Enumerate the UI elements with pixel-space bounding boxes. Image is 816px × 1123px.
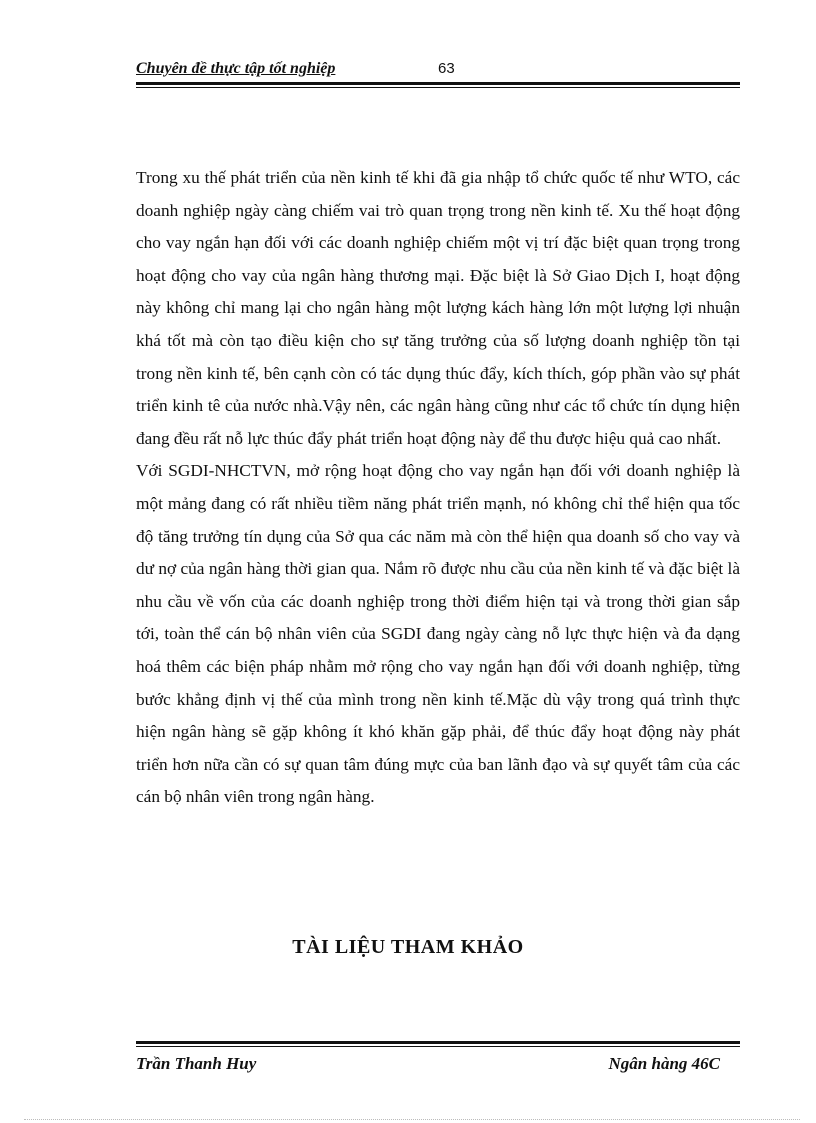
page-number: 63 [438, 60, 455, 77]
footer-rule [136, 1041, 740, 1047]
header-rule [136, 82, 740, 88]
paragraph: Với SGDI-NHCTVN, mở rộng hoạt động cho vay ngắn hạn đối với doanh nghiệp là một mảng đang có rất nhiều tiềm năng phát triển mạnh, nó không chỉ thể hiện qua tốc độ tăng trưởng tín dụng của Sở qua các năm mà còn thể hiện qua doanh số cho vay và dư nợ của ngân hàng thời gian qua. Nắm rõ được nhu cầu của nền kinh tế và đặc biệt là nhu cầu về vốn của các doanh nghiệp trong thời điểm hiện tại và trong thời gian sắp tới, toàn thể cán bộ nhân viên của SGDI đang ngày càng nỗ lực thực hiện và đa dạng hoá thêm các biện pháp nhằm mở rộng cho vay ngắn hạn đối với doanh nghiệp, từng bước khẳng định vị thế của mình trong nền kinh tế.Mặc dù vậy trong quá trình thực hiện ngân hàng sẽ gặp không ít khó khăn gặp phải, để thúc đẩy hoạt động này phát triển hơn nữa cần có sự quan tâm đúng mực của ban lãnh đạo và sự quyết tâm của các cán bộ nhân viên trong ngân hàng. [136, 461, 740, 807]
body-text [136, 162, 740, 814]
references-heading: TÀI LIỆU THAM KHẢO [292, 936, 524, 958]
footer-class: Ngân hàng 46C [608, 1054, 720, 1073]
header-title: Chuyên đề thực tập tốt nghiệp [136, 60, 336, 77]
footer-author: Trần Thanh Huy [136, 1054, 257, 1073]
page-edge-divider [24, 1119, 800, 1120]
paragraph: Trong xu thế phát triển của nền kinh tế khi đã gia nhập tổ chức quốc tế như WTO, các doanh nghiệp ngày càng chiếm vai trò quan trọng trong nền kinh tế. Xu thế hoạt động cho vay ngắn hạn đối với các doanh nghiệp chiếm một vị trí đặc biệt quan trọng trong hoạt động cho vay của ngân hàng thương mại. Đặc biệt là Sở Giao Dịch I, hoạt động này không chỉ mang lại cho ngân hàng một lượng kách hàng lớn một lượng lợi nhuận khá tốt mà còn tạo điều kiện cho sự tăng trưởng của số lượng doanh nghiệp tồn tại trong nền kinh tế, bên cạnh còn có tác dụng thúc đẩy, kích thích, góp phần vào sự phát triển kinh tê của nước nhà.Vậy nên, các ngân hàng cũng như các tổ chức tín dụng hiện đang đều rất nỗ lực thúc đẩy phát triển hoạt động này để thu được hiệu quả cao nhất. [136, 168, 740, 448]
